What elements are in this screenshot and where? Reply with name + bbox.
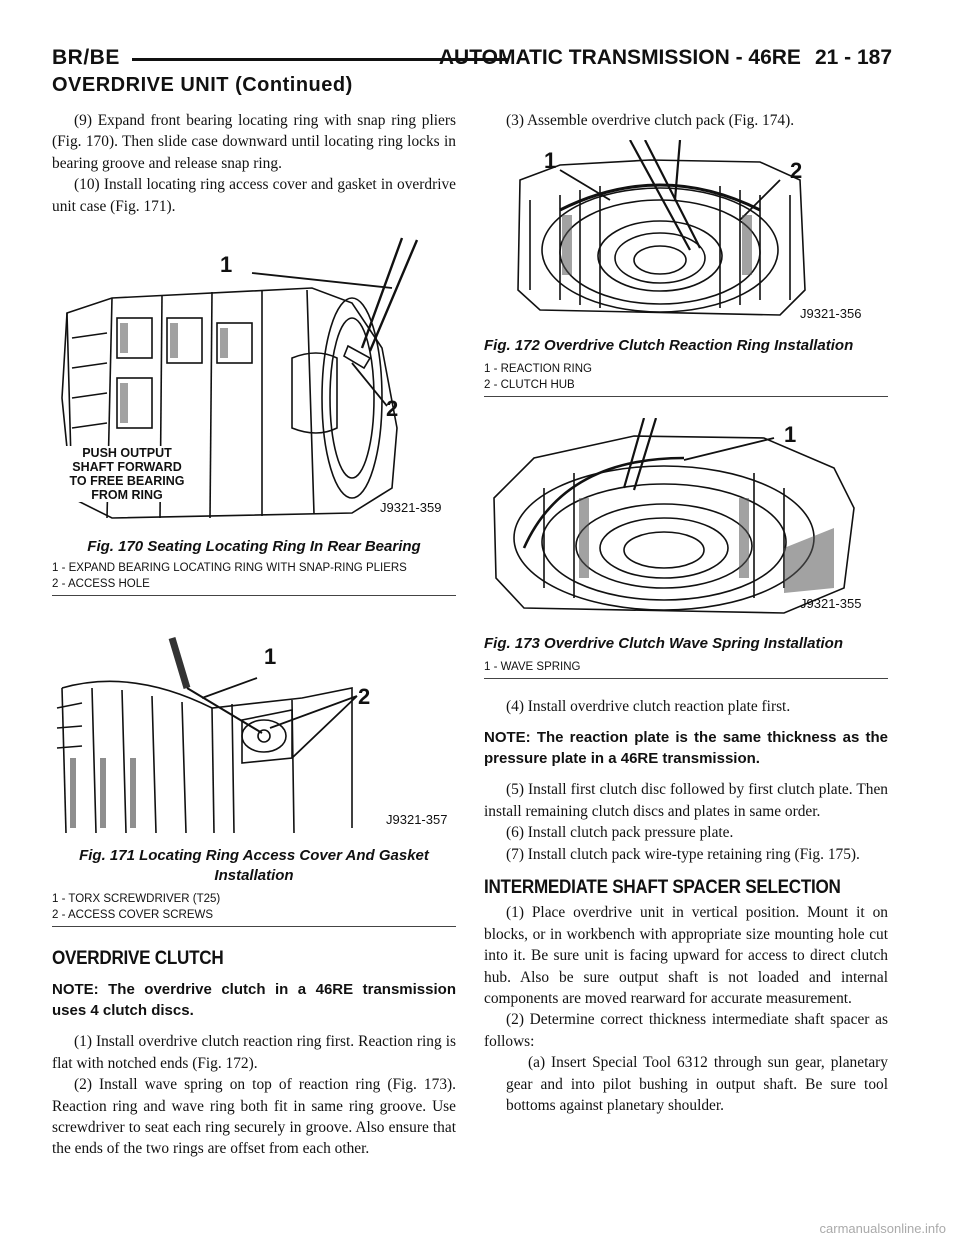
figure-170 [52, 228, 456, 533]
figure-170-caption [52, 537, 456, 596]
fig171-code: J9321-357 [386, 812, 448, 827]
paragraph-clutch-step-1: (1) Install overdrive clutch reaction ring first. Reaction ring is flat with notched ends (Fig. 172). [52, 1033, 456, 1072]
fig170-label-line: PUSH OUTPUT [82, 446, 172, 460]
header-model: BR/BE [52, 46, 120, 69]
fig172-callout-1: 1 [544, 148, 557, 173]
paragraph-clutch-step-7: (7) Install clutch pack wire-type retaining ring (Fig. 175). [506, 845, 860, 863]
fig171-callout-1: 1 [264, 644, 277, 669]
right-column-intro [484, 110, 888, 131]
fig171-rule [52, 926, 456, 927]
fig171-title-line1: Fig. 171 Locating Ring Access Cover And Gasket [79, 847, 429, 864]
fig171-item-2: 2 - ACCESS COVER SCREWS [52, 909, 214, 921]
fig170-item-2: 2 - ACCESS HOLE [52, 578, 150, 590]
paragraph-spacer-step-2: (2) Determine correct thickness intermediate shaft spacer as follows: [484, 1011, 888, 1050]
paragraph-step-10: (10) Install locating ring access cover and gasket in overdrive unit case (Fig. 171). [52, 176, 456, 215]
fig170-callout-1: 1 [220, 252, 233, 277]
watermark: carmanualsonline.info [819, 1221, 946, 1236]
section-continued-title: OVERDRIVE UNIT (Continued) [52, 74, 353, 96]
figure-171-caption [52, 846, 456, 927]
figure-171 [52, 628, 456, 841]
paragraph-clutch-step-6: (6) Install clutch pack pressure plate. [506, 824, 734, 842]
fig173-rule [484, 678, 888, 679]
fig170-label-line: TO FREE BEARING [69, 474, 185, 488]
figure-173 [484, 418, 888, 623]
section-title-overdrive-clutch: OVERDRIVE CLUTCH [52, 948, 224, 969]
note-reaction-plate: NOTE: The reaction plate is the same thickness as the pressure plate in a 46RE transmission. [484, 729, 888, 768]
fig170-rule [52, 595, 456, 596]
fig173-title: Fig. 173 Overdrive Clutch Wave Spring Installation [484, 635, 843, 652]
left-column [52, 110, 456, 217]
header-title [439, 46, 892, 70]
page-header [52, 44, 892, 78]
figure-172-caption [484, 336, 888, 397]
figure-173-caption [484, 634, 888, 679]
fig172-code: J9321-356 [800, 306, 862, 321]
fig170-title: Fig. 170 Seating Locating Ring In Rear Bearing [87, 538, 421, 555]
fig172-rule [484, 396, 888, 397]
right-column-body [484, 696, 888, 1117]
fig170-callout-2: 2 [386, 396, 399, 421]
paragraph-clutch-step-3: (3) Assemble overdrive clutch pack (Fig. 174). [506, 112, 795, 129]
fig173-callout-1: 1 [784, 422, 797, 447]
paragraph-spacer-step-1: (1) Place overdrive unit in vertical position. Mount it on blocks, or in workbench with appropriate size mounting hole cut into it. Be sure unit is facing upward for access to direct clutch hub. Also be sure output shaft is not loaded and internal components are moved rearward for accurate measurement. [484, 904, 888, 1008]
figure-172-illustration [500, 140, 890, 330]
paragraph-clutch-step-2: (2) Install wave spring on top of reaction ring (Fig. 173). Reaction ring and wave ring both fit in same ring groove. Use screwdriver to seat each ring securely in groove. Also ensure that the ends of the two rings are offset from each other. [52, 1076, 456, 1158]
fig173-item-1: 1 - WAVE SPRING [484, 661, 581, 673]
note-clutch-discs: NOTE: The overdrive clutch in a 46RE transmission uses 4 clutch discs. [52, 981, 456, 1020]
fig170-code: J9321-359 [380, 500, 442, 515]
fig172-callout-2: 2 [790, 158, 803, 183]
paragraph-spacer-step-2a: (a) Insert Special Tool 6312 through sun gear, planetary gear and into pilot bushing in output shaft. Be sure tool bottoms against planetary shoulder. [506, 1054, 888, 1115]
fig171-title-line2: Installation [214, 867, 294, 884]
fig172-title: Fig. 172 Overdrive Clutch Reaction Ring Installation [484, 337, 854, 354]
fig171-item-1: 1 - TORX SCREWDRIVER (T25) [52, 893, 221, 905]
fig173-code: J9321-355 [800, 596, 862, 611]
fig171-callout-2: 2 [358, 684, 371, 709]
figure-171-illustration [52, 628, 456, 836]
paragraph-clutch-step-5: (5) Install first clutch disc followed by first clutch plate. Then install remaining clutch discs and plates in same order. [484, 781, 888, 820]
paragraph-clutch-step-4: (4) Install overdrive clutch reaction plate first. [506, 698, 791, 715]
overdrive-clutch-section [52, 948, 456, 1160]
fig170-push-label [62, 446, 192, 502]
header-chapter: AUTOMATIC TRANSMISSION - 46RE [438, 46, 801, 69]
fig170-label-line: SHAFT FORWARD [72, 460, 182, 474]
figure-173-illustration [484, 418, 888, 618]
fig172-item-1: 1 - REACTION RING [484, 363, 592, 375]
fig170-item-1: 1 - EXPAND BEARING LOCATING RING WITH SNAP-RING PLIERS [52, 562, 407, 574]
figure-172 [500, 140, 890, 335]
header-page-number: 21 - 187 [814, 46, 892, 69]
fig170-label-line: FROM RING [91, 488, 163, 502]
paragraph-step-9: (9) Expand front bearing locating ring with snap ring pliers (Fig. 170). Then slide case downward until locating ring locks in bearing groove and release snap ring. [52, 112, 456, 172]
section-title-spacer-selection: INTERMEDIATE SHAFT SPACER SELECTION [484, 877, 841, 899]
fig172-item-2: 2 - CLUTCH HUB [484, 379, 575, 391]
